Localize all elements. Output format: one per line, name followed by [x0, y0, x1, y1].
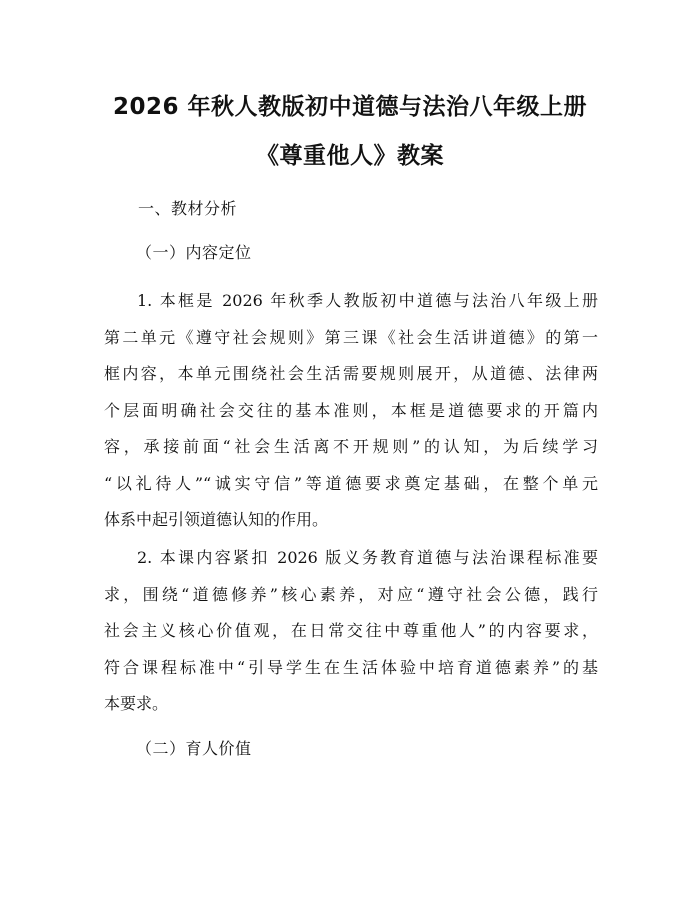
subsection-heading-content-positioning: （一）内容定位 — [136, 243, 252, 262]
paragraph-1 — [104, 283, 598, 539]
document-title-line-1: 2026 年秋人教版初中道德与法治八年级上册 — [112, 94, 588, 120]
paragraph-2 — [104, 540, 598, 723]
document-title-line-2: 《尊重他人》教案 — [256, 143, 444, 169]
paragraph-1-line: 个层面明确社会交往的基本准则，本框是道德要求的开篇内 — [104, 400, 598, 420]
paragraph-1-line: 1. 本框是 2026 年秋季人教版初中道德与法治八年级上册 — [137, 291, 598, 310]
paragraph-1-line: 体系中起引领道德认知的作用。 — [104, 510, 329, 529]
paragraph-1-line: 容，承接前面“社会生活离不开规则”的认知，为后续学习 — [104, 437, 598, 456]
section-heading-textbook-analysis: 一、教材分析 — [138, 199, 238, 218]
paragraph-2-line: 符合课程标准中“引导学生在生活体验中培育道德素养”的基 — [104, 657, 598, 677]
paragraph-2-line: 2. 本课内容紧扣 2026 版义务教育道德与法治课程标准要 — [137, 548, 598, 567]
paragraph-1-line: 框内容，本单元围绕社会生活需要规则展开，从道德、法律两 — [104, 364, 598, 383]
paragraph-2-line: 本要求。 — [104, 694, 169, 713]
paragraph-1-line: “以礼待人”“诚实守信”等道德要求奠定基础，在整个单元 — [104, 473, 598, 493]
paragraph-2-line: 求，围绕“道德修养”核心素养，对应“遵守社会公德，践行 — [104, 584, 598, 604]
paragraph-1-line: 第二单元《遵守社会规则》第三课《社会生活讲道德》的第一 — [104, 327, 598, 347]
paragraph-2-line: 社会主义核心价值观，在日常交往中尊重他人”的内容要求， — [104, 621, 598, 640]
subsection-heading-educational-value: （二）育人价值 — [136, 739, 252, 758]
